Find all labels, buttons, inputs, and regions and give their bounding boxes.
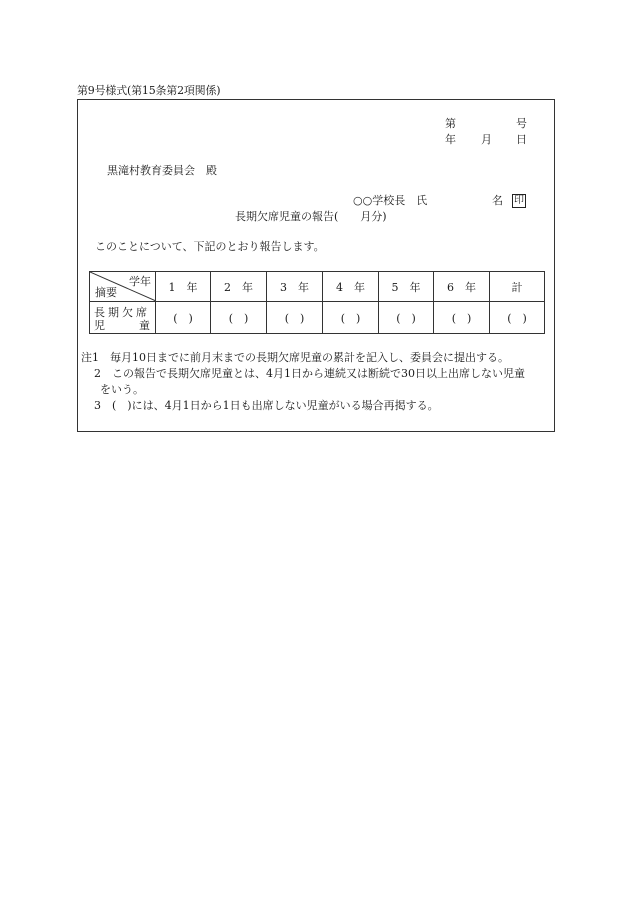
table-cell: ( ) xyxy=(156,302,211,334)
number-prefix: 第 xyxy=(445,117,456,130)
sender-title: ○○学校長 氏 xyxy=(353,194,428,207)
addressee: 黒滝村教育委員会 殿 xyxy=(107,164,217,177)
corner-cell xyxy=(90,272,156,302)
column-header: 計 xyxy=(490,272,545,302)
report-title: 長期欠席児童の報告( 月分) xyxy=(235,210,387,223)
column-header: 4 年 xyxy=(323,272,379,302)
date-month: 月 xyxy=(481,133,492,146)
report-form xyxy=(77,99,555,432)
table-cell: ( ) xyxy=(211,302,267,334)
table-cell: ( ) xyxy=(490,302,545,334)
row-label-char2: 童 xyxy=(139,319,150,332)
note-2-continued: をいう。 xyxy=(100,383,144,396)
table-header-row xyxy=(90,272,545,302)
table-row xyxy=(90,302,545,334)
absence-table xyxy=(89,271,545,334)
column-header: 6 年 xyxy=(434,272,490,302)
corner-summary-label: 摘要 xyxy=(95,286,117,299)
corner-grade-label: 学年 xyxy=(129,275,151,288)
row-label-char1: 児 xyxy=(94,319,105,332)
form-heading: 第9号様式(第15条第2項関係) xyxy=(77,84,221,97)
sender-name-label: 名 xyxy=(492,194,503,207)
table-cell: ( ) xyxy=(379,302,434,334)
seal-mark xyxy=(512,193,526,208)
number-suffix: 号 xyxy=(516,117,527,130)
table-cell: ( ) xyxy=(323,302,379,334)
row-label xyxy=(90,302,156,334)
column-header: 5 年 xyxy=(379,272,434,302)
date-day: 日 xyxy=(516,133,527,146)
row-label-line2 xyxy=(94,317,150,333)
table-cell: ( ) xyxy=(434,302,490,334)
column-header: 2 年 xyxy=(211,272,267,302)
row-label-line1: 長期欠席 xyxy=(94,306,150,319)
intro-text: このことについて、下記のとおり報告します。 xyxy=(95,240,325,253)
seal-label: 印 xyxy=(514,195,524,206)
note-1: 注1 毎月10日までに前月末までの長期欠席児童の累計を記入し、委員会に提出する。 xyxy=(81,351,509,364)
date-year: 年 xyxy=(445,133,456,146)
note-3: 3 ( )には、4月1日から1日も出席しない児童がいる場合再掲する。 xyxy=(94,399,439,412)
column-header: 3 年 xyxy=(267,272,323,302)
table-cell: ( ) xyxy=(267,302,323,334)
note-2: 2 この報告で長期欠席児童とは、4月1日から連続又は断続で30日以上出席しない児童 xyxy=(94,367,525,380)
column-header: 1 年 xyxy=(156,272,211,302)
